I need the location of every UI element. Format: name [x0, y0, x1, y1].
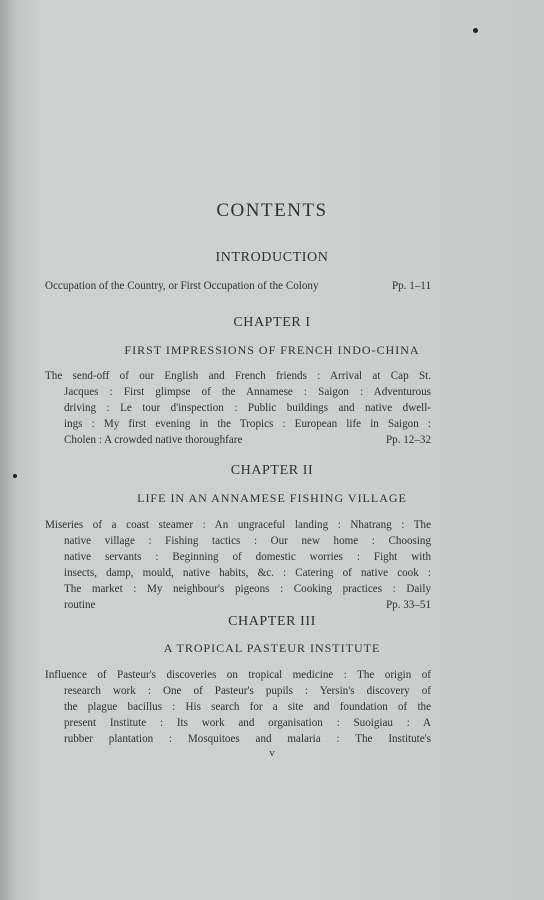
- chapter-2-line: native village : Fishing tactics : Our new home : Choosing: [64, 535, 431, 547]
- chapter-1-line: The send-off of our English and French friends : Arrival at Cap St.: [45, 370, 431, 382]
- chapter-1-subtitle: FIRST IMPRESSIONS OF FRENCH INDO-CHINA: [124, 343, 420, 357]
- chapter-2-line: native servants : Beginning of domestic worries : Fight with: [64, 551, 431, 563]
- chapter-3-line: the plague bacillus : His search for a site and foundation of the: [64, 701, 431, 713]
- chapter-3-heading: CHAPTER III: [228, 614, 316, 629]
- chapter-3-line: present Institute : Its work and organisation : Suoigiau : A: [64, 717, 431, 729]
- chapter-2-heading: CHAPTER II: [230, 463, 314, 478]
- chapter-1-line: Cholen : A crowded native thoroughfare: [64, 434, 243, 446]
- chapter-2-subtitle: LIFE IN AN ANNAMESE FISHING VILLAGE: [137, 491, 407, 505]
- chapter-1-line: ings : My first evening in the Tropics : European life in Saigon :: [64, 418, 431, 430]
- page-number: v: [269, 747, 275, 759]
- introduction-text: Occupation of the Country, or First Occupation of the Colony: [45, 280, 319, 292]
- chapter-3-line: rubber plantation : Mosquitoes and malaria : The Institute's: [64, 733, 431, 745]
- chapter-2-line: Miseries of a coast steamer : An ungraceful landing : Nhatrang : The: [45, 519, 431, 531]
- contents-title: CONTENTS: [216, 200, 328, 221]
- chapter-3-subtitle: A TROPICAL PASTEUR INSTITUTE: [163, 641, 381, 655]
- chapter-1-line: driving : Le tour d'inspection : Public buildings and native dwell-: [64, 402, 431, 414]
- chapter-3-line: Influence of Pasteur's discoveries on tropical medicine : The origin of: [45, 669, 431, 681]
- chapter-2-last-line: [64, 597, 431, 613]
- chapter-2-pages: Pp. 33–51: [386, 599, 431, 611]
- chapter-1-heading: CHAPTER I: [233, 315, 311, 330]
- chapter-1-line: Jacques : First glimpse of the Annamese : Saigon : Adventurous: [64, 386, 431, 398]
- introduction-heading: INTRODUCTION: [215, 250, 329, 265]
- chapter-2-line: The market : My neighbour's pigeons : Cooking practices : Daily: [64, 583, 431, 595]
- spine-shadow: [0, 0, 18, 900]
- chapter-1-last-line: [64, 432, 431, 448]
- chapter-3-line: research work : One of Pasteur's pupils : Yersin's discovery of: [64, 685, 431, 697]
- introduction-pages: Pp. 1–11: [391, 280, 431, 292]
- ink-speck: [473, 28, 478, 33]
- chapter-2-line: insects, damp, mould, native habits, &c. : Catering of native cook :: [64, 567, 431, 579]
- introduction-entry: [45, 278, 431, 294]
- chapter-2-line: routine: [64, 599, 96, 611]
- chapter-1-pages: Pp. 12–32: [386, 434, 431, 446]
